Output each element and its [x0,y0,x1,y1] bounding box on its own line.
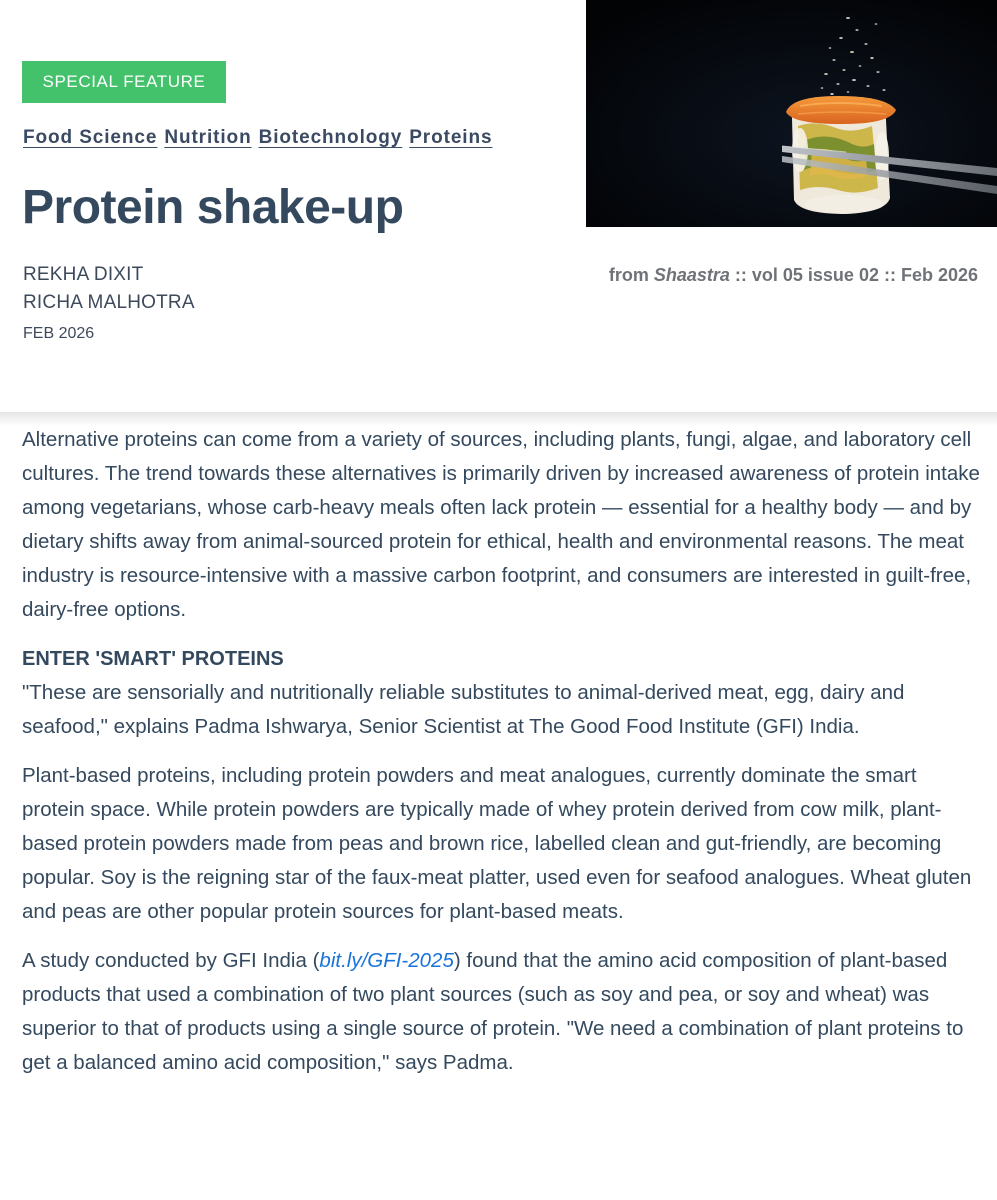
source-line [609,265,978,286]
gfi-study-link[interactable]: bit.ly/GFI-2025 [319,949,454,972]
paragraph-study [22,944,980,1080]
page-title: Protein shake-up [22,181,404,234]
paragraph-intro: Alternative proteins can come from a variety of sources, including plants, fungi, algae, and laboratory cell cultures. The trend towards these alternatives is primarily driven by increased awareness of protein intake among vegetarians, whose carb-heavy meals often lack protein — essential for a healthy body — and by dietary shifts away from animal-sourced protein for ethical, health and environmental reasons. The meat industry is resource-intensive with a massive carbon footprint, and consumers are interested in guilt-free, dairy-free options. [22,428,980,621]
publish-date: FEB 2026 [23,325,95,342]
tag-proteins[interactable]: Proteins [409,127,493,148]
paragraph-study-after: ) found that the amino acid composition of plant-based products that used a combination of two plant sources (such as soy and pea, or soy and wheat) was superior to that of products using a single source of protein. "We need a combination of plant proteins to get a balanced amino acid composition," says Padma. [22,949,964,1074]
topic-tags [23,127,492,149]
author-1: REKHA DIXIT [23,264,144,285]
section-heading: ENTER 'SMART' PROTEINS [22,648,284,670]
source-prefix: from [608,265,654,285]
tag-biotechnology[interactable]: Biotechnology [258,127,403,148]
paragraph-plant-proteins: Plant-based proteins, including protein powders and meat analogues, currently dominate the smart protein space. While protein powders are typically made of whey protein derived from cow milk, plant-based protein powders made from peas and brown rice, labelled clean and gut-friendly, are becoming popular. Soy is the reigning star of the faux-meat platter, used even for seafood analogues. Wheat gluten and peas are other popular protein sources for plant-based meats. [22,764,972,923]
special-feature-badge: SPECIAL FEATURE [22,61,226,103]
paragraph-study-before: A study conducted by GFI India ( [22,949,320,972]
tag-nutrition[interactable]: Nutrition [164,127,252,148]
source-issue: :: vol 05 issue 02 :: Feb 2026 [729,265,978,285]
paragraph-quote: "These are sensorially and nutritionally reliable substitutes to animal-derived meat, egg, dairy and seafood," explains Padma Ishwarya, Senior Scientist at The Good Food Institute (GFI) India. [22,681,905,738]
sushi-image [586,0,997,227]
article-header [0,0,997,412]
article-body [22,423,980,1095]
source-magazine: Shaastra [653,265,730,285]
author-2: RICHA MALHOTRA [23,292,195,313]
tag-food-science[interactable]: Food Science [23,127,158,148]
hero-image [586,0,997,227]
